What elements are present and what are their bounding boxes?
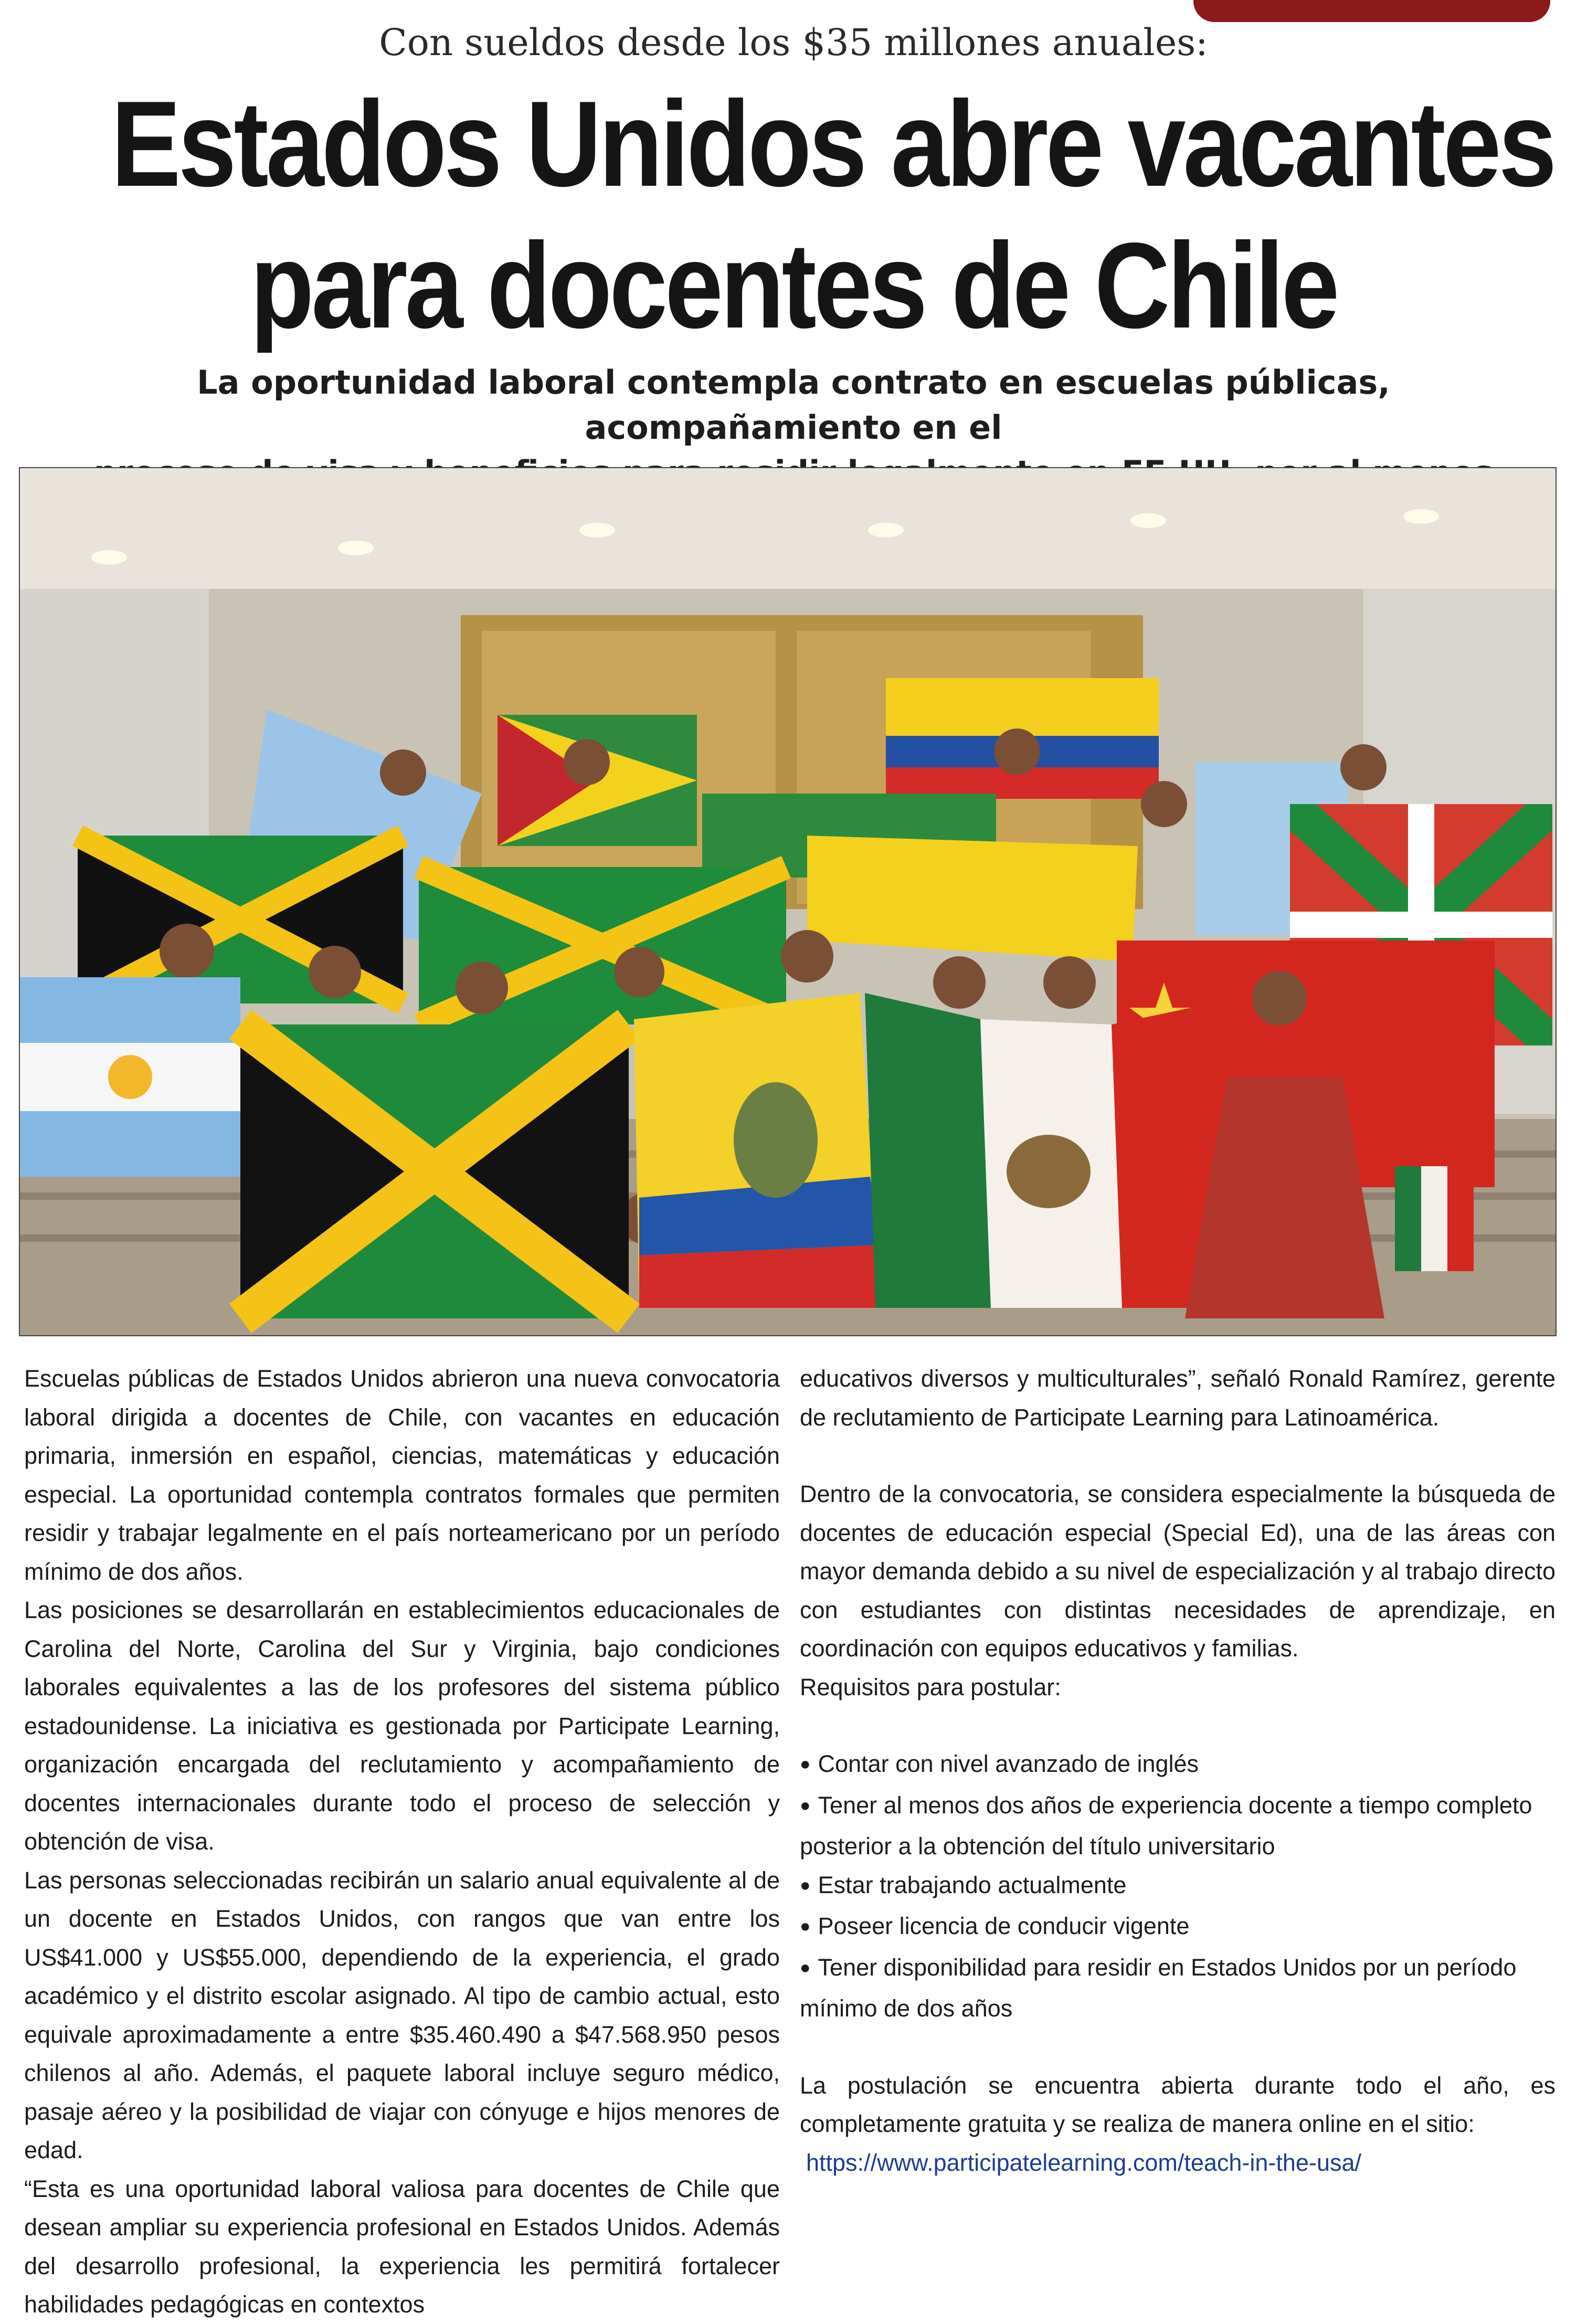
body-paragraph: Las personas seleccionadas recibirán un salario anual equivalente al de un docente en Estados Unidos, con rangos que van entre los US$41.000 y US$55.000, dependiendo de la experiencia, el grado académico y el distrito escolar asignado. Al tipo de cambio actual, esto equivale aproximadamente a entre $35.460.490 a $47.568.950 pesos chilenos al año. Además, el paquete laboral incluye seguro médico, pasaje aéreo y la posibilidad de viajar con cónyuge e hijos menores de edad. [24, 1866, 780, 2163]
list-item: ● Poseer licencia de conducir vigente [800, 1907, 1556, 1948]
body-paragraph: Escuelas públicas de Estados Unidos abrieron una nueva convocatoria laboral dirigida a docentes de Chile, con vacantes en educación primaria, inmersión en español, ciencias, matemáticas y educación especial. La oportunidad contempla contratos formales que permiten residir y trabajar legalmente en el país norteamericano por un período mínimo de dos años. [24, 1365, 780, 1585]
headline-line-1: Estados Unidos abre vacantes [111, 76, 1554, 212]
requirements-list [800, 1745, 1556, 2028]
list-item: ● Tener disponibilidad para residir en Estados Unidos por un período mínimo de dos años [800, 1948, 1556, 2028]
application-link[interactable]: https://www.participatelearning.com/teach-in-the-usa/ [806, 2149, 1362, 2176]
headline [111, 73, 1554, 357]
body-column-right [800, 1359, 1556, 2182]
headline-line-2: para docentes de Chile [250, 218, 1337, 354]
list-item: ● Contar con nivel avanzado de inglés [800, 1745, 1556, 1786]
list-item: ● Estar trabajando actualmente [800, 1866, 1556, 1907]
group-photo [19, 467, 1557, 1336]
requirements-title: Requisitos para postular: [800, 1673, 1061, 1700]
body-paragraph: Dentro de la convocatoria, se considera especialmente la búsqueda de docentes de educación especial (Special Ed), una de las áreas con mayor demanda debido a su nivel de especialización y al trabajo directo con estudiantes con distintas necesidades de aprendizaje, en coordinación con equipos educativos y familias. [800, 1481, 1556, 1662]
body-column-left [24, 1359, 780, 2324]
body-paragraph: Las posiciones se desarrollarán en establecimientos educacionales de Carolina del Norte, Carolina del Sur y Virginia, bajo condiciones laborales equivalentes a las de los profesores del sistema público estadounidense. La iniciativa es gestionada por Participate Learning, organización encargada del reclutamiento y acompañamiento de docentes internacionales durante todo el proceso de selección y obtención de visa. [24, 1597, 780, 1855]
kicker: Con sueldos desde los $35 millones anuales: [379, 21, 1208, 64]
group-photo-illustration [20, 468, 1556, 1335]
list-item: ● Tener al menos dos años de experiencia docente a tiempo completo posterior a la obtención del título universitario [800, 1786, 1556, 1866]
body-paragraph: “Esta es una oportunidad laboral valiosa para docentes de Chile que desean ampliar su experiencia profesional en Estados Unidos. Además del desarrollo profesional, la experiencia les permitirá fortalecer habilidades pedagógicas en contextos [24, 2175, 780, 2318]
closing-paragraph: La postulación se encuentra abierta durante todo el año, es completamente gratuita y se realiza de manera online en el sitio: [800, 2072, 1556, 2137]
body-paragraph: educativos diversos y multiculturales”, señaló Ronald Ramírez, gerente de reclutamiento de Participate Learning para Latinoamérica. [800, 1365, 1556, 1431]
deck-line-1: La oportunidad laboral contempla contrato en escuelas públicas, acompañamiento en el [197, 363, 1390, 447]
